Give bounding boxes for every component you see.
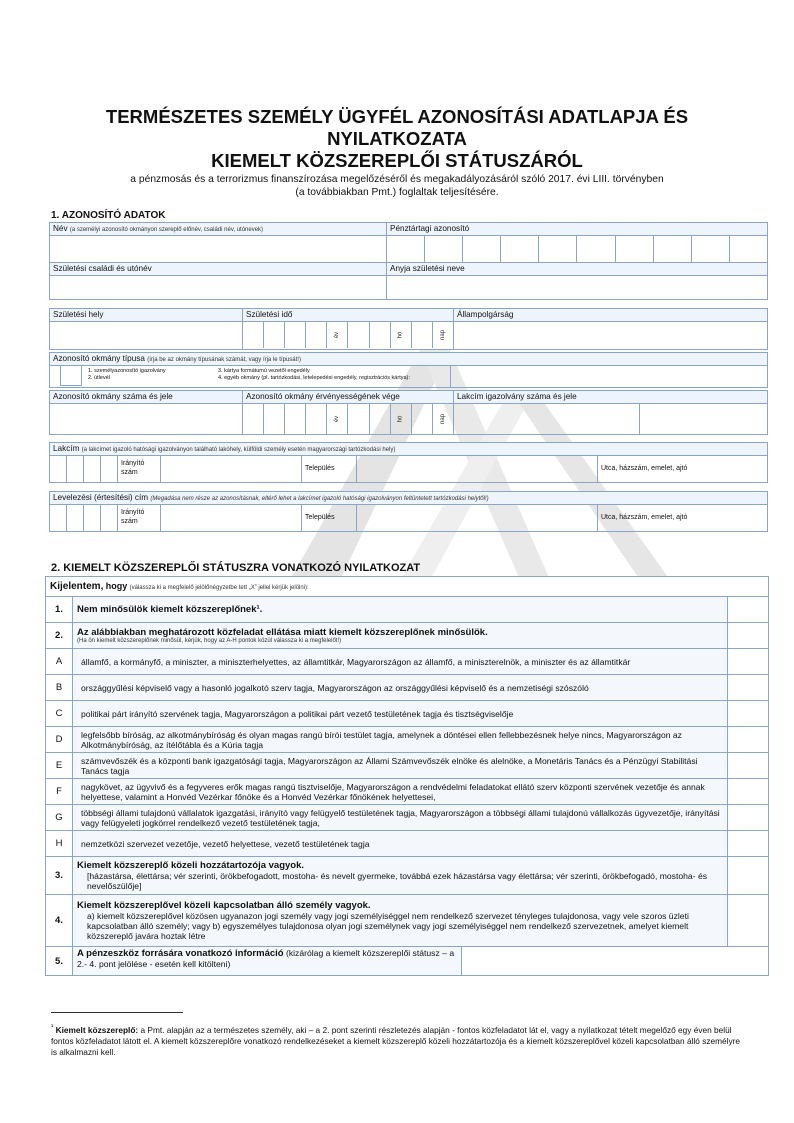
birth-name-label: Születési családi és utónév [50, 263, 387, 276]
address-label: Lakcím [53, 444, 80, 453]
address-card-field[interactable] [454, 404, 768, 435]
declare-bold: Kijelentem, [50, 581, 104, 592]
subrow-checkbox[interactable] [728, 753, 769, 779]
subrow-text: legfelsőbb bíróság, az alkotmánybíróság és olyan magas rangú bírói testület tagja, amelynek a döntései ellen fellebbezésnek helye nincs, Magyarországon az Alkotmánybíróság, az ítélőtábla és a Kúria tagja [73, 727, 728, 753]
footnote-text: a Pmt. alapján az a természetes személy, aki – a 2. pont szerinti részletezés alapján - fontos közfeladatot lát el, vagy a nyilatkozat tételt megelőző egy éven belül fontos közfeladatot látott el. A kiemelt közszereplőre vonatkozó rendelkezéseket a kiemelt közszereplő közeli hozzátartozója és a kiemelt közszereplővel közeli kapcsolatban álló személyre is alkalmazni kell. [51, 1024, 740, 1057]
row-checkbox[interactable] [728, 895, 769, 947]
street-label: Utca, házszám, emelet, ajtó [601, 465, 688, 472]
subrow-checkbox[interactable] [728, 831, 769, 857]
row-text: Nem minősülök kiemelt közszereplőnek¹. [73, 597, 728, 623]
doc-type-other-field[interactable] [451, 366, 768, 388]
zip-digit[interactable] [50, 456, 67, 482]
subrow-checkbox[interactable] [728, 779, 769, 805]
footnote-divider [51, 1012, 183, 1013]
zip-spacer [160, 505, 302, 531]
row-text-cell [73, 623, 728, 649]
doc-title-line1: TERMÉSZETES SZEMÉLY ÜGYFÉL AZONOSÍTÁSI ADATLAPJA ÉS [105, 106, 689, 127]
name-label: Név [53, 224, 68, 233]
city-field[interactable] [356, 505, 598, 531]
address-card-label: Lakcím igazolvány száma és jele [454, 391, 768, 404]
city-field[interactable] [356, 456, 598, 482]
row-number: 1. [46, 597, 73, 623]
doc-type-hint: (írja be az okmány típusának számát, vagy írja le típusát!) [147, 357, 301, 363]
subrow-letter: E [46, 753, 73, 779]
birth-date-field[interactable] [243, 322, 454, 350]
mother-name-field[interactable] [387, 276, 768, 300]
subrow-text: többségi állami tulajdonú vállalatok igazgatási, irányító vagy felügyelő testületének tagja, Magyarországon a többségi állami tulajdonú vállalkozás ügyvezetője, irányítási vagy felügyeleti jogkörrel rendelkező vezető testületének tagja, [73, 805, 728, 831]
address-table [49, 442, 768, 483]
doc-subtitle-line1: a pénzmosás és a terrorizmus finanszírozása megelőzéséről és megakadályozásáról szóló 2017. évi LIII. törvényben [130, 174, 664, 185]
doc-expiry-field[interactable] [243, 404, 454, 435]
cashier-id-label: Pénztártagi azonosító [387, 223, 768, 236]
birth-place-label: Születési hely [50, 309, 243, 322]
cashier-id-field[interactable] [387, 236, 768, 263]
identification-table [49, 222, 768, 300]
doc-number-table [49, 390, 768, 435]
year-mark: év [334, 331, 341, 339]
subrow-text: számvevőszék és a központi bank igazgatósági tagja, Magyarországon az Állami Számvevőszék elnöke és alelnöke, a Monetáris Tanács és a Pénzügyi Stabilitási Tanács tagja [73, 753, 728, 779]
birth-place-field[interactable] [50, 322, 243, 350]
row3-title: Kiemelt közszereplő közeli hozzátartozója vagyok. [77, 860, 305, 871]
subrow-letter: H [46, 831, 73, 857]
zip-spacer [160, 456, 302, 482]
footnote [51, 1022, 743, 1058]
subrow-letter: D [46, 727, 73, 753]
mail-address-table [49, 491, 768, 532]
zip-digit[interactable] [67, 456, 84, 482]
subrow-text: nagykövet, az ügyvivő és a fegyveres erők magas rangú tisztviselője, Magyarországon a rendvédelmi feladatokat ellátó szerv központi szervének vezetője és annak helyettese, valamint a Honvéd Vezérkar főnöke és a Honvéd Vezérkar főnökének helyettesei, [73, 779, 728, 805]
doc-title-line3: KIEMELT KÖZSZEREPLŐI STÁTUSZÁRÓL [211, 150, 583, 171]
doc-number-label: Azonosító okmány száma és jele [50, 391, 243, 404]
city-label: Település [305, 514, 335, 521]
section1-heading: 1. AZONOSÍTÓ ADATOK [51, 210, 166, 221]
row5-cell [73, 947, 769, 976]
row-number: 4. [46, 895, 73, 947]
doc-type-table [49, 352, 768, 388]
row-checkbox[interactable] [728, 623, 769, 649]
row-checkbox[interactable] [728, 857, 769, 895]
citizenship-label: Állampolgárság [454, 309, 768, 322]
zip-digit[interactable] [84, 456, 101, 482]
address-hint: (a lakcímet igazoló hatósági igazolványon található lakóhely, külföldi személy esetén magyarországi tartózkodási hely) [81, 447, 396, 453]
subrow-checkbox[interactable] [728, 727, 769, 753]
doc-expiry-label: Azonosító okmány érvényességének vége [243, 391, 454, 404]
zip-digit[interactable] [84, 505, 101, 531]
subrow-letter: A [46, 649, 73, 675]
row4-title: Kiemelt közszereplővel közeli kapcsolatban álló személy vagyok. [77, 900, 371, 911]
month-mark: hó [397, 331, 404, 339]
zip-label: Irányító szám [121, 460, 145, 476]
doc-type-2: 2. útlevél [88, 375, 111, 381]
zip-digit[interactable] [67, 505, 84, 531]
doc-type-label-cell [50, 353, 768, 366]
mail-label-cell [50, 492, 768, 505]
doc-title-line2: NYILATKOZATA [327, 128, 467, 149]
zip-digit[interactable] [50, 505, 67, 531]
doc-number-field[interactable] [50, 404, 243, 435]
row5-text: (kizárólag a kiemelt közszereplői státusz – a 2.- 4. pont jelölése - esetén kell kitölteni) [77, 948, 455, 969]
declare-hint: (válassza ki a megfelelő jelölőnégyzetbe tett „X” jellel kérjük jelölni): [129, 585, 309, 591]
doc-type-options [50, 366, 451, 388]
birth-table [49, 308, 768, 350]
subrow-text: politikai párt irányító szervének tagja, Magyarországon a politikai párt vezető testületének tagja és tisztségviselője [73, 701, 728, 727]
address-label-cell [50, 443, 768, 456]
row3-cell [73, 857, 728, 895]
footnote-mark: ¹ [51, 1024, 54, 1031]
doc-type-box[interactable] [60, 366, 82, 386]
row4-cell [73, 895, 728, 947]
doc-type-3: 3. kártya formátumú vezetői engedély [218, 368, 310, 374]
zip-label: Irányító szám [121, 509, 145, 525]
subrow-letter: C [46, 701, 73, 727]
subrow-checkbox[interactable] [728, 805, 769, 831]
zip-digit[interactable] [101, 456, 118, 482]
birth-date-label: Születési idő [243, 309, 454, 322]
month-mark: hó [397, 415, 404, 423]
row-text: Az alábbiakban meghatározott közfeladat ellátása miatt kiemelt közszereplőnek minősülök. [77, 627, 488, 638]
footnote-bold: Kiemelt közszereplő: [55, 1024, 139, 1035]
declaration-table [45, 576, 769, 976]
row-hint: (Ha ön kiemelt közszereplőnek minősül, kérjük, hogy az A-H pontok közül válassza ki a megfelelőt!) [77, 638, 342, 644]
citizenship-field[interactable] [454, 322, 768, 350]
subrow-checkbox[interactable] [728, 675, 769, 701]
street-label: Utca, házszám, emelet, ajtó [601, 514, 688, 521]
subrow-letter: B [46, 675, 73, 701]
row3-text: [házastársa, élettársa; vér szerinti, örökbefogadott, mostoha- és nevelt gyermeke, továbbá ezek házastársa vagy élettársa; vér szerinti, örökbefogadó, mostoha- és nevelőszülője] [87, 871, 708, 891]
subrow-text: országgyűlési képviselő vagy a hasonló jogalkotó szerv tagja, Magyarországon az országgyűlési képviselő és a nemzetiségi szószóló [73, 675, 728, 701]
declare-cell [46, 577, 769, 597]
subrow-letter: G [46, 805, 73, 831]
row-number: 2. [46, 623, 73, 649]
address-row [50, 456, 768, 483]
subrow-letter: F [46, 779, 73, 805]
zip-digit[interactable] [101, 505, 118, 531]
row-checkbox[interactable] [728, 597, 769, 623]
mail-label: Levelezési (értesítési) cím [53, 493, 149, 502]
row-number: 3. [46, 857, 73, 895]
row4-text: a) kiemelt közszereplővel közösen ugyanazon jogi személy vagy jogi személyiséggel nem rendelkező szervezet tényleges tulajdonosa, vagy vele szoros üzleti kapcsolatban álló személy; vagy b) egyszemélyes tulajdonosa olyan jogi személynek vagy jogi személyiséggel nem rendelkező szervezetnek, amelyet kiemelt közszereplő javára hoztak létre [87, 911, 689, 941]
name-hint: (a személyi azonosító okmányon szereplő előnév, családi név, utónevek) [69, 227, 264, 233]
row-number: 5. [46, 947, 73, 976]
subrow-text: nemzetközi szervezet vezetője, vezető helyettese, vezető testületének tagja [73, 831, 728, 857]
funds-source-field[interactable] [462, 947, 768, 975]
section2-heading: 2. KIEMELT KÖZSZEREPLŐI STÁTUSZRA VONATKOZÓ NYILATKOZAT [51, 562, 421, 574]
day-mark: nap [439, 413, 446, 425]
subrow-text: államfő, a kormányfő, a miniszter, a miniszterhelyettes, az államtitkár, Magyarországon az államfő, a miniszterelnök, a miniszter és az államtitkár [73, 649, 728, 675]
row5-title: A pénzeszköz forrására vonatkozó információ [77, 948, 284, 959]
doc-type-label: Azonosító okmány típusa [53, 354, 145, 363]
mail-hint: (Megadása nem része az azonosításnak, eltérő lehet a lakcímet igazoló hatósági igazolványon feltüntetett tartózkodási helytől!) [150, 496, 489, 502]
name-field[interactable] [50, 236, 387, 263]
declare-bold2: hogy [105, 581, 128, 591]
subrow-checkbox[interactable] [728, 649, 769, 675]
doc-type-4: 4. egyéb okmány (pl. tartózkodási, letelepedési engedély, regisztrációs kártya): [218, 375, 410, 381]
doc-subtitle-line2: (a továbbiakban Pmt.) foglaltak teljesítésére. [295, 187, 499, 198]
year-mark: év [334, 415, 341, 423]
mother-name-label: Anyja születési neve [387, 263, 768, 276]
doc-type-1: 1. személyazonosító igazolvány [88, 368, 166, 374]
subrow-checkbox[interactable] [728, 701, 769, 727]
city-label: Település [305, 465, 335, 472]
mail-address-row [50, 505, 768, 532]
name-label-cell [50, 223, 387, 236]
birth-name-field[interactable] [50, 276, 387, 300]
day-mark: nap [439, 329, 446, 341]
